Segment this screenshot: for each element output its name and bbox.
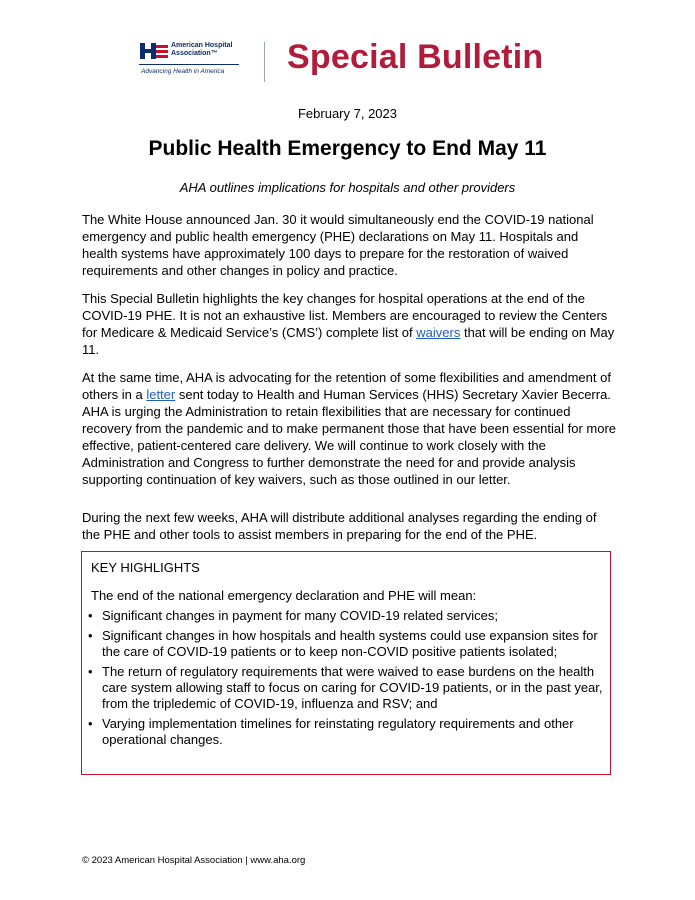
aha-logo — [139, 40, 239, 78]
list-item-text: Significant changes in how hospitals and health systems could use expansion sites for the care of COVID-19 patients or to keep non-COVID positive patients isolated; — [102, 628, 598, 659]
logo-name-line2: Association™ — [171, 50, 218, 57]
bulletin-title: Special Bulletin — [287, 38, 544, 76]
waivers-link[interactable]: waivers — [416, 325, 461, 340]
key-highlights-list — [88, 608, 603, 752]
paragraph-highlights — [82, 290, 617, 358]
header-divider — [264, 42, 265, 82]
logo-name-line1: American Hospital — [171, 42, 233, 49]
list-item — [88, 628, 603, 660]
key-highlights-box — [81, 551, 611, 775]
bullet-icon: • — [88, 664, 93, 679]
bullet-icon: • — [88, 716, 93, 731]
bullet-icon: • — [88, 628, 93, 643]
list-item-text: The return of regulatory requirements that were waived to ease burdens on the health care system allowing staff to focus on caring for COVID-19 patients, or in the past year, from the tripledemic of COVID-19, influenza and RSV; and — [102, 664, 603, 711]
bulletin-date: February 7, 2023 — [297, 106, 397, 121]
list-item — [88, 716, 603, 748]
logo-tagline: Advancing Health in America — [141, 68, 225, 75]
paragraph-next-steps: During the next few weeks, AHA will distribute additional analyses regarding the ending of the PHE and other tools to assist members in preparing for the end of the PHE. — [82, 510, 597, 542]
key-highlights-intro: The end of the national emergency declaration and PHE will mean: — [91, 588, 477, 603]
list-item-text: Significant changes in payment for many COVID-19 related services; — [102, 608, 498, 623]
page-title: Public Health Emergency to End May 11 — [148, 137, 547, 160]
paragraph-text: that will be ending on May 11. — [82, 325, 615, 357]
list-item — [88, 608, 603, 624]
paragraph-advocacy — [82, 369, 617, 488]
list-item — [88, 664, 603, 712]
key-highlights-title: KEY HIGHLIGHTS — [91, 560, 200, 575]
paragraph-text: At the same time, AHA is advocating for the retention of some flexibilities and amendment of others in a — [82, 370, 611, 402]
aha-logo-icon — [139, 41, 169, 61]
logo-rule — [139, 64, 239, 65]
paragraph-intro: The White House announced Jan. 30 it would simultaneously end the COVID-19 national emergency and public health emergency (PHE) declarations on May 11. Hospitals and health systems have approximately 100 days to prepare for the restoration of waived requirements and other changes in policy and practice. — [82, 212, 594, 278]
paragraph-text: This Special Bulletin highlights the key changes for hospital operations at the end of the COVID-19 PHE. It is not an exhaustive list. Members are encouraged to review the Centers for Medicare & Medicaid Service’s (CMS’) complete list of — [82, 291, 608, 340]
logo-name — [171, 42, 232, 58]
page-subtitle: AHA outlines implications for hospitals and other providers — [179, 180, 516, 195]
page-footer: © 2023 American Hospital Association | www.aha.org — [82, 855, 306, 866]
list-item-text: Varying implementation timelines for reinstating regulatory requirements and other operational changes. — [102, 716, 574, 747]
paragraph-text: sent today to Health and Human Services (HHS) Secretary Xavier Becerra. AHA is urging the Administration to retain flexibilities that are necessary for continued recovery from the pandemic and to make permanent those that have been essential for more effective, patient-centered care delivery. We will continue to work closely with the Administration and Congress to further demonstrate the need for and provide analysis supporting continuation of key waivers, such as those outlined in our letter. — [82, 387, 617, 487]
bullet-icon: • — [88, 608, 93, 623]
letter-link[interactable]: letter — [146, 387, 176, 402]
